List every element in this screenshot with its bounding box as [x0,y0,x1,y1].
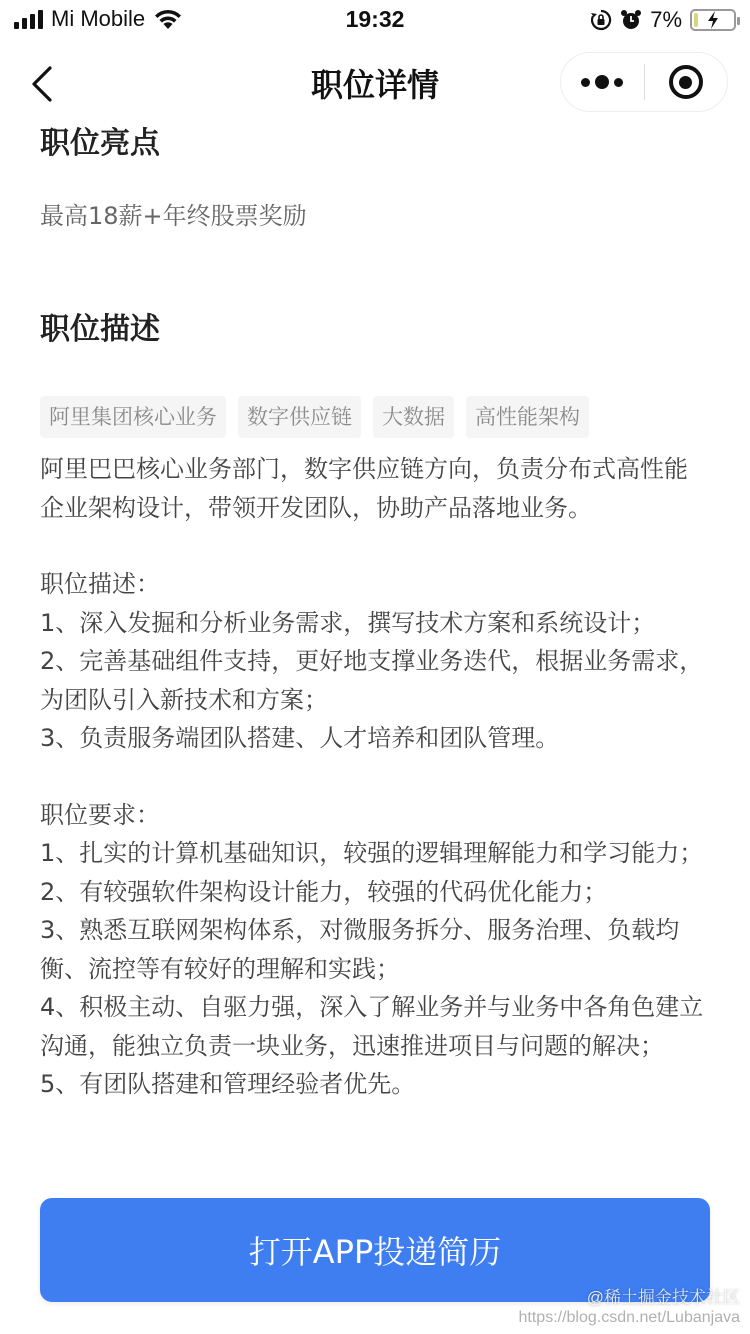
tag: 高性能架构 [466,396,589,438]
watermark [519,1288,741,1328]
requirement-item: 2、有较强软件架构设计能力，较强的代码优化能力； [40,877,608,906]
highlights-title: 职位亮点 [40,126,160,161]
battery-charging-icon [690,9,736,31]
watermark-line1: @稀土掘金技术社区 [586,1288,740,1307]
more-button[interactable] [561,53,644,111]
tag: 阿里集团核心业务 [40,396,226,438]
battery-percent: 7% [650,7,682,32]
job-detail-content [40,122,710,1104]
clock: 19:32 [345,6,405,32]
tag-list [40,396,710,438]
duties-title: 职位描述： [40,570,160,598]
description-title: 职位描述 [40,312,160,347]
tag: 大数据 [373,396,454,438]
nav-bar [0,42,750,122]
tag: 数字供应链 [238,396,361,438]
intro-paragraph: 阿里巴巴核心业务部门，数字供应链方向，负责分布式高性能企业架构设计，带领开发团队，协助产品落地业务。 [40,455,688,522]
target-circle-icon [669,65,703,99]
carrier-name: Mi Mobile [51,6,146,31]
requirements-title: 职位要求： [40,800,160,829]
close-mini-program-button[interactable] [645,53,728,111]
requirement-item: 3、熟悉互联网架构体系，对微服务拆分、服务治理、负载均衡、流控等有较好的理解和实践； [40,916,680,983]
rotation-lock-icon [590,9,612,31]
alarm-icon [620,9,642,31]
requirement-item: 4、积极主动、自驱力强，深入了解业务并与业务中各角色建立沟通，能独立负责一块业务，迅速推进项目与问题的解决； [40,993,704,1060]
duty-item: 1、深入发掘和分析业务需求，撰写技术方案和系统设计； [40,608,656,637]
status-bar [0,0,750,42]
job-description-body [40,450,710,1104]
duty-item: 2、完善基础组件支持，更好地支撑业务迭代，根据业务需求，为团队引入新技术和方案； [40,647,704,714]
duty-item: 3、负责服务端团队搭建、人才培养和团队管理。 [40,724,560,752]
page-title: 职位详情 [310,66,439,104]
requirement-item: 1、扎实的计算机基础知识，较强的逻辑理解能力和学习能力； [40,839,704,867]
watermark-line2: https://blog.csdn.net/Lubanjava [518,1309,740,1326]
requirement-item: 5、有团队搭建和管理经验者优先。 [40,1070,416,1098]
mini-program-capsule [560,52,728,112]
highlights-text: 最高18薪+年终股票奖励 [40,202,307,230]
more-dots-icon [581,75,623,89]
open-app-apply-button[interactable]: 打开APP投递简历 [40,1198,710,1302]
